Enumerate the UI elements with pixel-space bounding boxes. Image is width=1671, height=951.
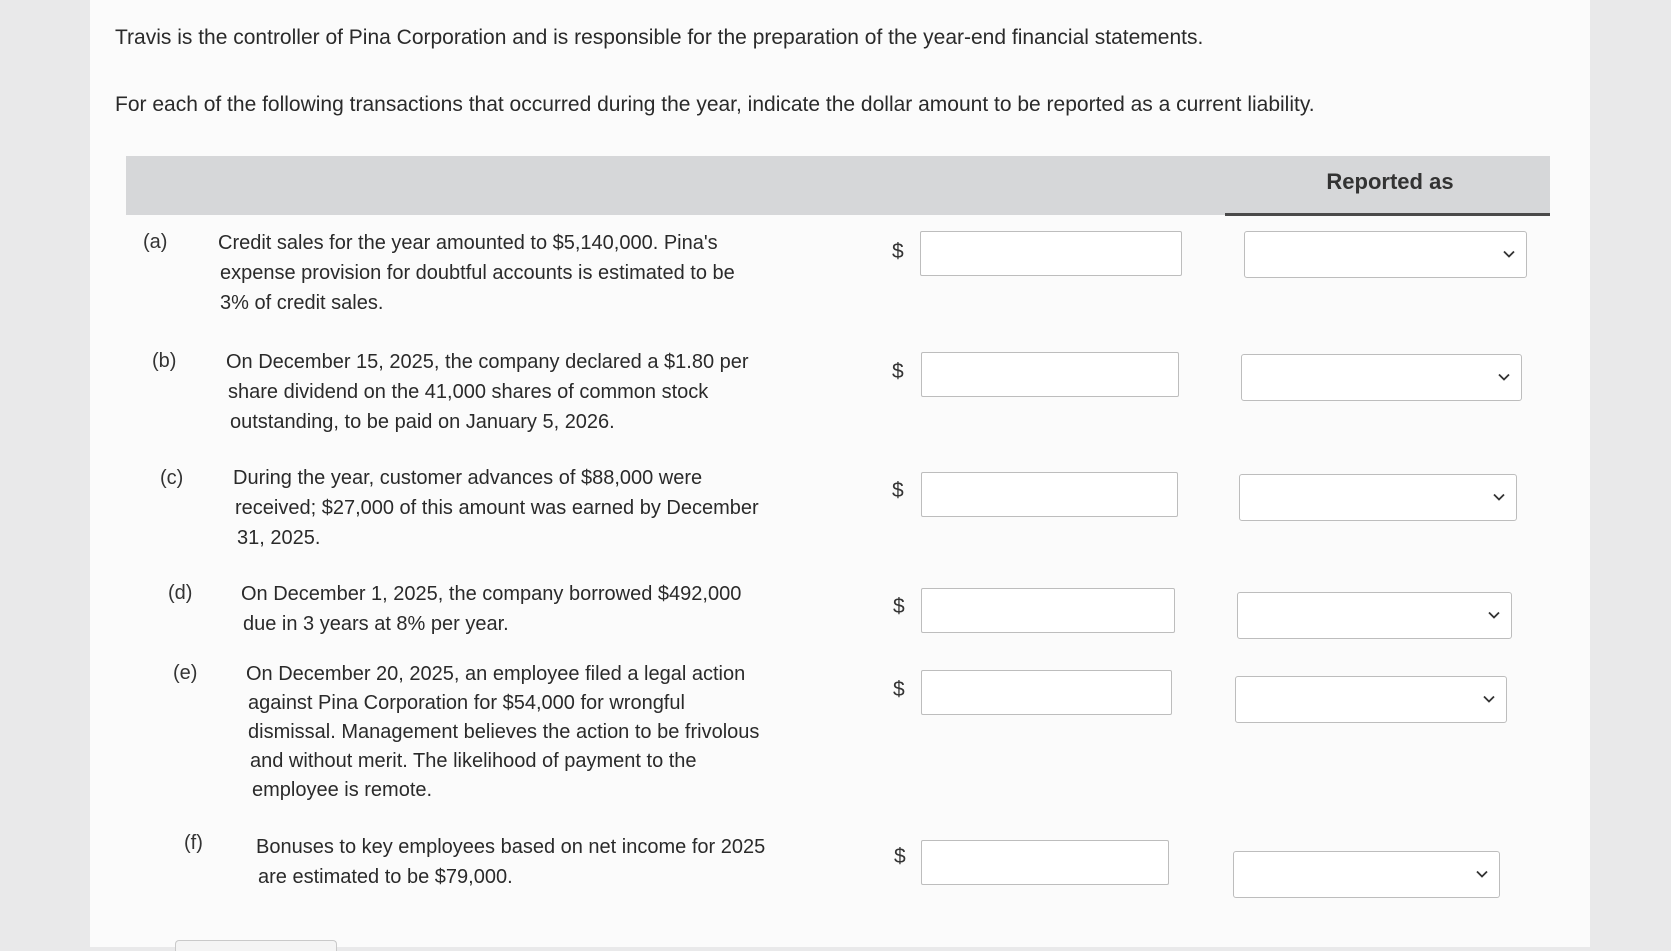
row-b-reported-as-select[interactable]	[1241, 354, 1522, 401]
intro-line-2: For each of the following transactions that occurred during the year, indicate the dollar amount to be reported as a current liability.	[115, 93, 1315, 116]
row-c-line-1: During the year, customer advances of $88,000 were	[233, 467, 703, 489]
header-underline	[1225, 213, 1550, 216]
reported-as-header: Reported as	[1326, 169, 1454, 194]
row-e-amount-input[interactable]	[921, 670, 1172, 715]
row-e-reported-as-select[interactable]	[1235, 676, 1507, 723]
chevron-down-icon	[1502, 247, 1516, 261]
row-e-line-3: dismissal. Management believes the action to be frivolous	[248, 721, 760, 743]
row-a-line-3: 3% of credit sales.	[220, 292, 384, 314]
row-c-amount-input[interactable]	[921, 472, 1178, 517]
row-d-amount-input[interactable]	[921, 588, 1175, 633]
row-c-letter: (c)	[160, 467, 184, 489]
row-d-letter: (d)	[168, 582, 193, 604]
row-a-letter: (a)	[143, 231, 168, 253]
row-e-letter: (e)	[173, 662, 198, 684]
chevron-down-icon	[1475, 867, 1489, 881]
row-f-line-1: Bonuses to key employees based on net income for 2025	[256, 836, 766, 858]
row-a-amount-input[interactable]	[920, 231, 1182, 276]
row-c-line-2: received; $27,000 of this amount was earned by December	[235, 497, 759, 519]
row-c-line-3: 31, 2025.	[237, 527, 321, 549]
row-a-reported-as-select[interactable]	[1244, 231, 1527, 278]
row-a-dollar-sign: $	[892, 240, 904, 263]
row-f-amount-input[interactable]	[921, 840, 1169, 885]
row-d-description	[241, 579, 841, 639]
row-d-dollar-sign: $	[893, 595, 905, 618]
chevron-down-icon	[1497, 370, 1511, 384]
row-e-line-5: employee is remote.	[252, 779, 433, 801]
row-f-reported-as-select[interactable]	[1233, 851, 1500, 898]
bottom-button-edge[interactable]	[175, 940, 337, 951]
row-b-letter: (b)	[152, 350, 177, 372]
row-e-line-1: On December 20, 2025, an employee filed a legal action	[246, 663, 746, 685]
row-c-reported-as-select[interactable]	[1239, 474, 1517, 521]
chevron-down-icon	[1482, 692, 1496, 706]
intro-line-1: Travis is the controller of Pina Corporation and is responsible for the preparation of the year-end financial statements.	[115, 26, 1204, 49]
row-a-description	[218, 228, 818, 318]
chevron-down-icon	[1487, 608, 1501, 622]
row-b-line-1: On December 15, 2025, the company declared a $1.80 per	[226, 351, 749, 373]
row-d-line-2: due in 3 years at 8% per year.	[243, 613, 509, 635]
row-a-line-2: expense provision for doubtful accounts is estimated to be	[220, 262, 735, 284]
row-a-line-1: Credit sales for the year amounted to $5,140,000. Pina's	[218, 232, 718, 254]
row-e-line-2: against Pina Corporation for $54,000 for wrongful	[248, 692, 685, 714]
row-c-description	[233, 463, 833, 553]
row-d-line-1: On December 1, 2025, the company borrowed $492,000	[241, 583, 742, 605]
row-f-description	[256, 832, 856, 892]
row-e-dollar-sign: $	[893, 678, 905, 701]
row-f-letter: (f)	[184, 832, 203, 854]
row-b-dollar-sign: $	[892, 360, 904, 383]
row-b-line-2: share dividend on the 41,000 shares of common stock	[228, 381, 709, 403]
chevron-down-icon	[1492, 490, 1506, 504]
row-f-line-2: are estimated to be $79,000.	[258, 866, 513, 888]
row-e-line-4: and without merit. The likelihood of payment to the	[250, 750, 697, 772]
row-b-description	[226, 347, 826, 437]
row-b-amount-input[interactable]	[921, 352, 1179, 397]
row-c-dollar-sign: $	[892, 479, 904, 502]
row-d-reported-as-select[interactable]	[1237, 592, 1512, 639]
row-b-line-3: outstanding, to be paid on January 5, 2026.	[230, 411, 615, 433]
row-f-dollar-sign: $	[894, 845, 906, 868]
row-e-description	[246, 660, 846, 805]
